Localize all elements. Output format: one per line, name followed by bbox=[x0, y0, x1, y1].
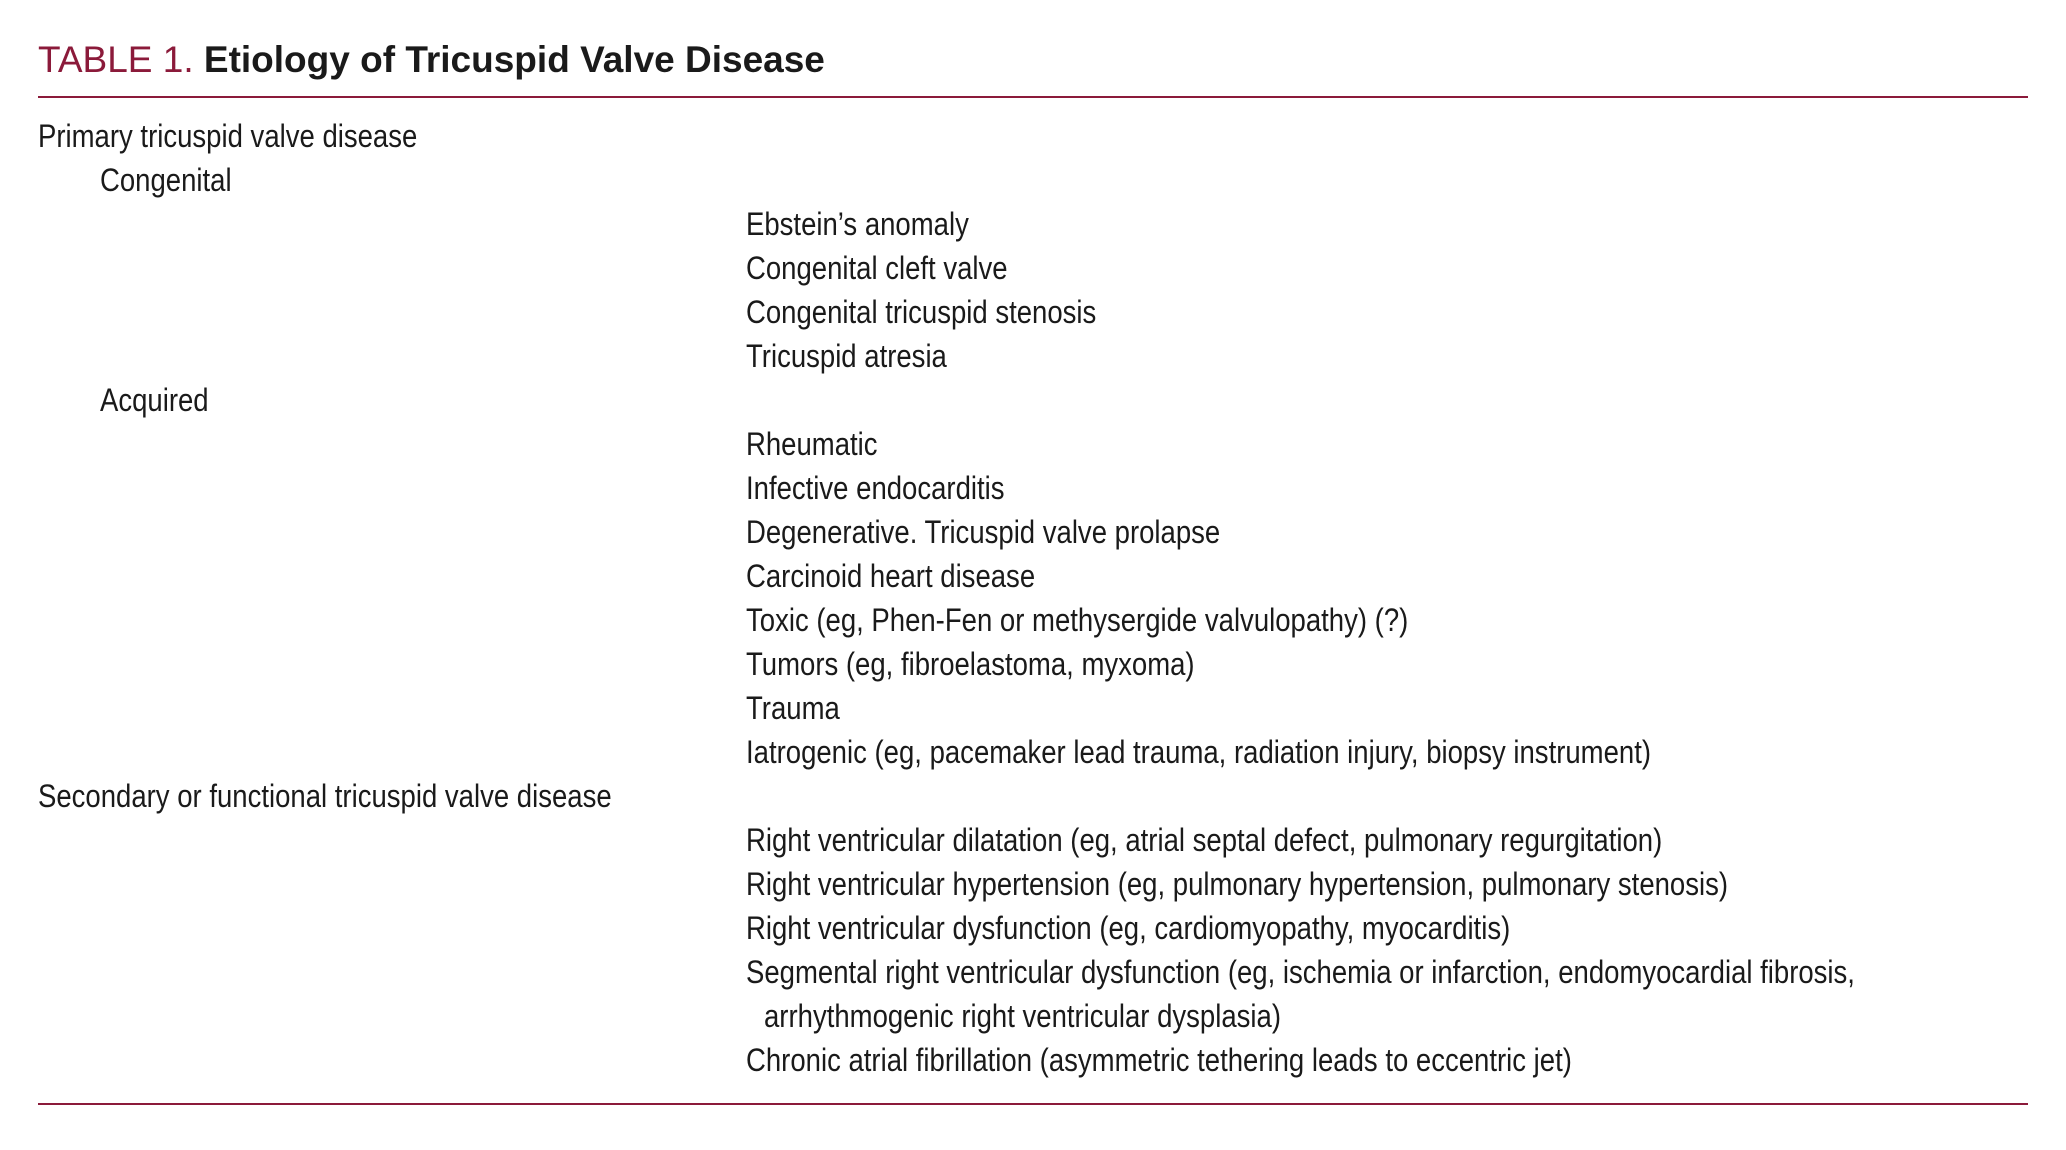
list-item: Congenital tricuspid stenosis bbox=[746, 294, 1097, 330]
subcategory-congenital: Congenital bbox=[100, 162, 232, 198]
list-item: Right ventricular dilatation (eg, atrial septal defect, pulmonary regurgitation) bbox=[746, 822, 1663, 858]
list-item: Segmental right ventricular dysfunction (eg, ischemia or infarction, endomyocardial fibrosis, bbox=[746, 954, 1855, 990]
list-item: Toxic (eg, Phen-Fen or methysergide valvulopathy) (?) bbox=[746, 602, 1409, 638]
table-number: TABLE 1. bbox=[38, 39, 194, 80]
category-primary: Primary tricuspid valve disease bbox=[38, 118, 418, 154]
list-item: Congenital cleft valve bbox=[746, 250, 1008, 286]
list-item-continuation: arrhythmogenic right ventricular dysplasia) bbox=[764, 998, 1281, 1034]
list-item: Trauma bbox=[746, 690, 840, 726]
list-item: Ebstein’s anomaly bbox=[746, 206, 969, 242]
list-item: Tricuspid atresia bbox=[746, 338, 947, 374]
list-item: Right ventricular hypertension (eg, pulmonary hypertension, pulmonary stenosis) bbox=[746, 866, 1729, 902]
bottom-rule bbox=[38, 1103, 2028, 1105]
list-item: Carcinoid heart disease bbox=[746, 558, 1036, 594]
list-item: Iatrogenic (eg, pacemaker lead trauma, radiation injury, biopsy instrument) bbox=[746, 734, 1652, 770]
table-caption bbox=[38, 36, 825, 84]
subcategory-acquired: Acquired bbox=[100, 382, 209, 418]
category-secondary: Secondary or functional tricuspid valve disease bbox=[38, 778, 612, 814]
list-item: Right ventricular dysfunction (eg, cardiomyopathy, myocarditis) bbox=[746, 910, 1511, 946]
table-title: Etiology of Tricuspid Valve Disease bbox=[203, 39, 825, 80]
list-item: Infective endocarditis bbox=[746, 470, 1005, 506]
top-rule bbox=[38, 96, 2028, 98]
list-item: Tumors (eg, fibroelastoma, myxoma) bbox=[746, 646, 1195, 682]
list-item: Rheumatic bbox=[746, 426, 878, 462]
list-item: Degenerative. Tricuspid valve prolapse bbox=[746, 514, 1221, 550]
list-item: Chronic atrial fibrillation (asymmetric tethering leads to eccentric jet) bbox=[746, 1042, 1572, 1078]
